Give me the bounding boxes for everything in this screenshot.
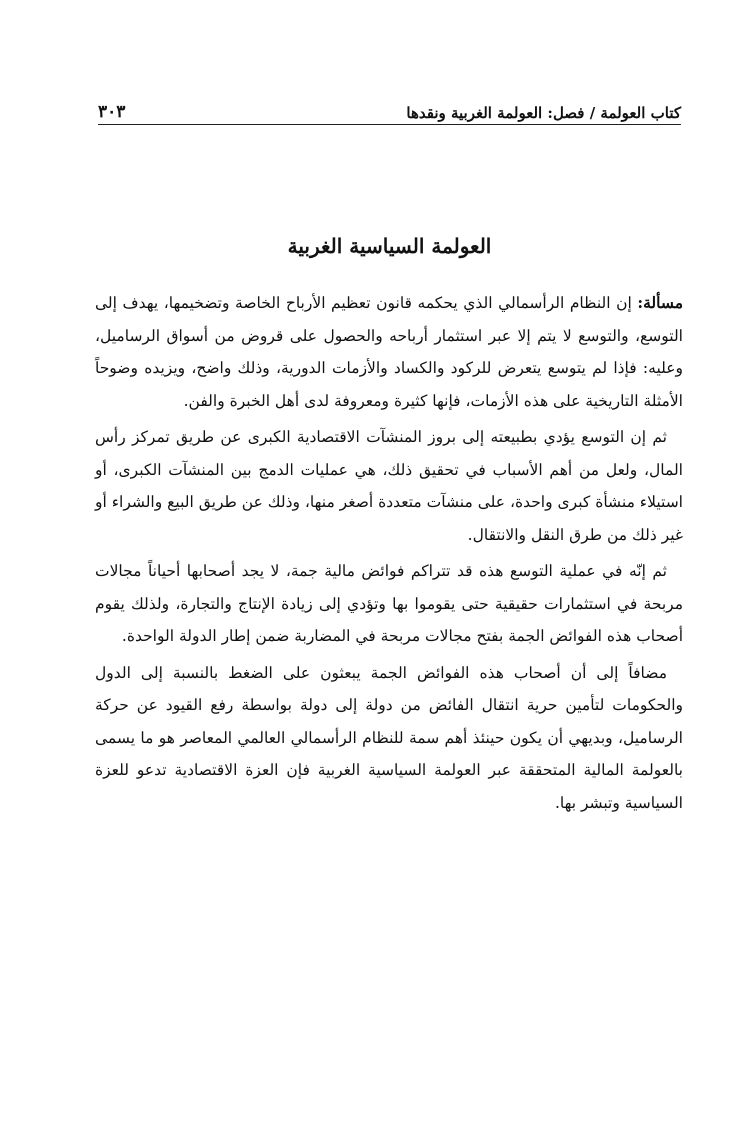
body-text — [95, 287, 683, 823]
running-header-title: كتاب العولمة / فصل: العولمة الغربية ونقدها — [406, 104, 681, 122]
header-rule — [98, 124, 681, 125]
paragraph-3: ثم إنّه في عملية التوسع هذه قد تتراكم فوائض مالية جمة، لا يجد أصحابها أحياناً مجالات مربحة في استثمارات حقيقية حتى يقوموا بها وتؤدي إلى زيادة الإنتاج والتجارة، ولذلك يقوم أصحاب هذه الفوائض الجمة بفتح مجالات مربحة في المضاربة ضمن إطار الدولة الواحدة. — [95, 562, 683, 645]
paragraph-2: ثم إن التوسع يؤدي بطبيعته إلى بروز المنشآت الاقتصادية الكبرى عن طريق تمركز رأس المال، ولعل من أهم الأسباب في تحقيق ذلك، هي عمليات الدمج بين المنشآت الكبرى، أو استيلاء منشأة كبرى واحدة، على منشآت متعددة أصغر منها، وذلك عن طريق البيع والشراء أو غير ذلك من طرق النقل والانتقال. — [95, 428, 683, 544]
paragraph-lead: مسألة: — [637, 293, 683, 312]
paragraph-1 — [95, 287, 683, 417]
running-header — [98, 92, 681, 122]
section-title: العولمة السياسية الغربية — [287, 234, 492, 258]
paragraph-4: مضافاً إلى أن أصحاب هذه الفوائض الجمة يبعثون على الضغط بالنسبة إلى الدول والحكومات لتأمين حرية انتقال الفائض من دولة إلى دولة بواسطة رفع القيود عن حركة الرساميل، وبديهي أن يكون حينئذ أهم سمة للنظام الرأسمالي العالمي المعاصر هو ما يسمى بالعولمة المالية المتحققة عبر العولمة السياسية الغربية فإن العزة الاقتصادية تدعو للعزة السياسية وتبشر بها. — [95, 663, 683, 812]
page-number: ٣٠٣ — [98, 102, 126, 122]
paragraph-text: إن النظام الرأسمالي الذي يحكمه قانون تعظيم الأرباح الخاصة وتضخيمها، يهدف إلى التوسع، والتوسع لا يتم إلا عبر استثمار أرباحه والحصول على قروض من أسواق الرساميل، وعليه: فإذا لم يتوسع يتعرض للركود والكساد والأزمات الدورية، وذلك واضح، ويزيده وضوحاً الأمثلة التاريخية على هذه الأزمات، فإنها كثيرة ومعروفة لدى أهل الخبرة والفن. — [95, 294, 683, 410]
